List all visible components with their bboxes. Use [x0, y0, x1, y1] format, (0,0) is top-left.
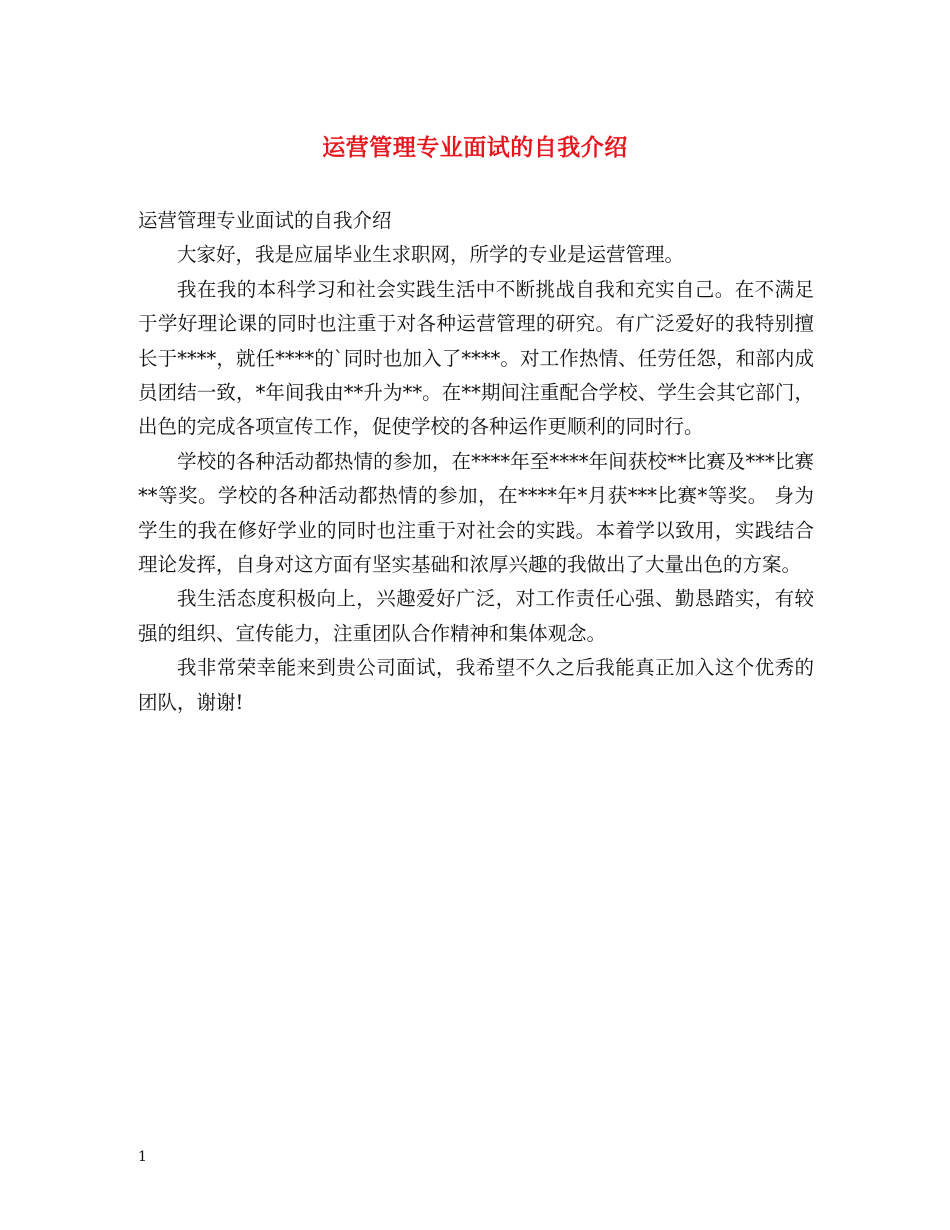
paragraph-study-experience: 我在我的本科学习和社会实践生活中不断挑战自我和充实自己。在不满足于学好理论课的同时也注重于对各种运营管理的研究。有广泛爱好的我特别擅长于****，就任****的`同时也加入了****。对工作热情、任劳任怨，和部内成员团结一致，*年间我由**升为**。在**期间注重配合学校、学生会其它部门，出色的完成各项宣传工作，促使学校的各种运作更顺利的同时行。	[138, 277, 814, 439]
document-body	[138, 204, 814, 720]
paragraph-greeting: 大家好，我是应届毕业生求职网，所学的专业是运营管理。	[177, 243, 685, 267]
body-heading-line: 运营管理专业面试的自我介绍	[138, 209, 392, 232]
paragraph-closing: 我非常荣幸能来到贵公司面试，我希望不久之后我能真正加入这个优秀的团队，谢谢!	[138, 656, 814, 714]
page-number: 1	[138, 1149, 147, 1165]
paragraph-activities: 学校的各种活动都热情的参加，在****年至****年间获校**比赛及***比赛**等奖。学校的各种活动都热情的参加，在****年*月获***比赛*等奖。 身为学生的我在修好学业的同时也注重于对社会的实践。本着学以致用，实践结合理论发挥，自身对这方面有坚实基础和浓厚兴趣的我做出了大量出色的方案。	[138, 449, 814, 577]
paragraph-personality: 我生活态度积极向上，兴趣爱好广泛，对工作责任心强、勤恳踏实，有较强的组织、宣传能力，注重团队合作精神和集体观念。	[138, 587, 814, 645]
document-title: 运营管理专业面试的自我介绍	[322, 135, 628, 161]
